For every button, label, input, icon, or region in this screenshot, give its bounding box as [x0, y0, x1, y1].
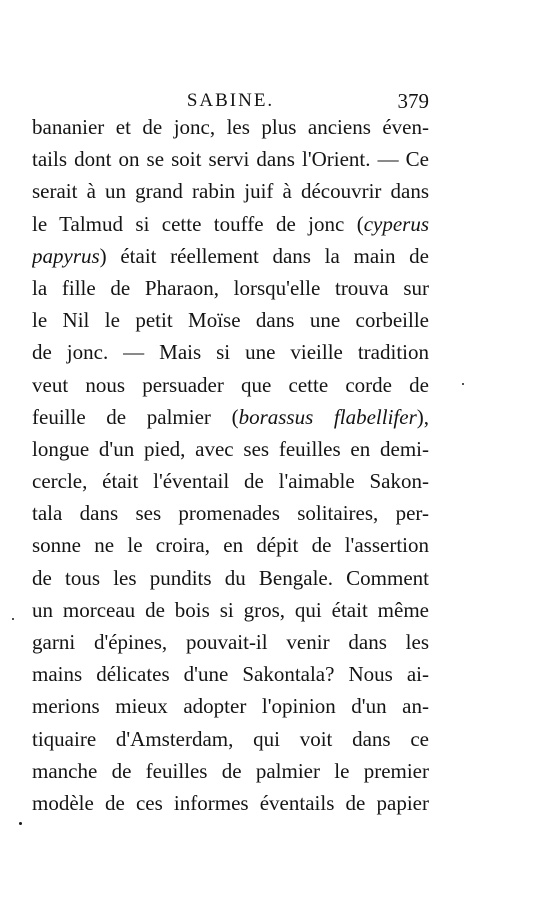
text-segment: le Talmud si cette touffe de jonc (: [32, 211, 364, 236]
text-line: [32, 787, 429, 819]
text-segment: ),: [416, 404, 429, 429]
text-line: [32, 594, 429, 626]
text-line: [32, 369, 429, 401]
running-title: SABINE.: [186, 90, 275, 111]
text-segment: merions mieux adopter l'opinion d'un an-: [32, 694, 429, 719]
italic-segment: cyperus: [363, 211, 429, 236]
text-segment: tala dans ses promenades solitaires, per-: [32, 501, 429, 526]
text-segment: un morceau de bois si gros, qui était même: [32, 597, 429, 622]
text-line: [32, 529, 429, 561]
text-segment: manche de feuilles de palmier le premier: [32, 758, 429, 783]
text-segment: longue d'un pied, avec ses feuilles en demi-: [32, 436, 429, 461]
text-line: [32, 175, 429, 207]
page-number: 379: [397, 89, 429, 113]
text-segment: sonne ne le croira, en dépit de l'assertion: [32, 533, 429, 558]
text-line: [32, 208, 429, 240]
text-line: [32, 143, 429, 175]
italic-segment: borassus flabellifer: [238, 404, 417, 429]
text-segment: bananier et de jonc, les plus anciens éven-: [32, 115, 429, 139]
text-segment: mains délicates d'une Sakontala? Nous ai-: [32, 662, 429, 687]
text-line: [32, 304, 429, 336]
text-line: [32, 755, 429, 787]
text-segment: tiquaire d'Amsterdam, qui voit dans ce: [32, 726, 429, 751]
text-segment: cercle, était l'éventail de l'aimable Sakon-: [32, 469, 429, 494]
text-line: [32, 562, 429, 594]
text-line: [32, 272, 429, 304]
text-line: [32, 401, 429, 433]
body-text: [32, 111, 429, 819]
text-line: [32, 240, 429, 272]
text-segment: le Nil le petit Moïse dans une corbeille: [32, 308, 429, 333]
text-line: [32, 433, 429, 465]
text-line: [32, 723, 429, 755]
text-segment: tails dont on se soit servi dans l'Orient. — Ce: [32, 147, 429, 172]
text-line: [32, 111, 429, 143]
text-line: [32, 626, 429, 658]
text-segment: garni d'épines, pouvait-il venir dans les: [32, 630, 429, 654]
text-segment: de tous les pundits du Bengale. Comment: [32, 565, 429, 590]
italic-segment: papyrus: [32, 243, 100, 268]
text-line: [32, 497, 429, 529]
text-line: [32, 336, 429, 368]
ink-speck: [19, 822, 22, 825]
text-segment: ) était réellement dans la main de: [99, 243, 429, 268]
text-segment: la fille de Pharaon, lorsqu'elle trouva sur: [32, 275, 429, 300]
text-line: [32, 658, 429, 690]
text-segment: feuille de palmier (: [32, 404, 239, 429]
text-segment: de jonc. — Mais si une vieille tradition: [32, 340, 429, 365]
ink-speck: [462, 383, 464, 385]
text-line: [32, 690, 429, 722]
ink-speck: [12, 618, 14, 620]
text-segment: veut nous persuader que cette corde de: [32, 372, 429, 397]
text-segment: modèle de ces informes éventails de papier: [32, 790, 429, 815]
text-line: [32, 465, 429, 497]
text-segment: serait à un grand rabin juif à découvrir dans: [32, 179, 429, 204]
